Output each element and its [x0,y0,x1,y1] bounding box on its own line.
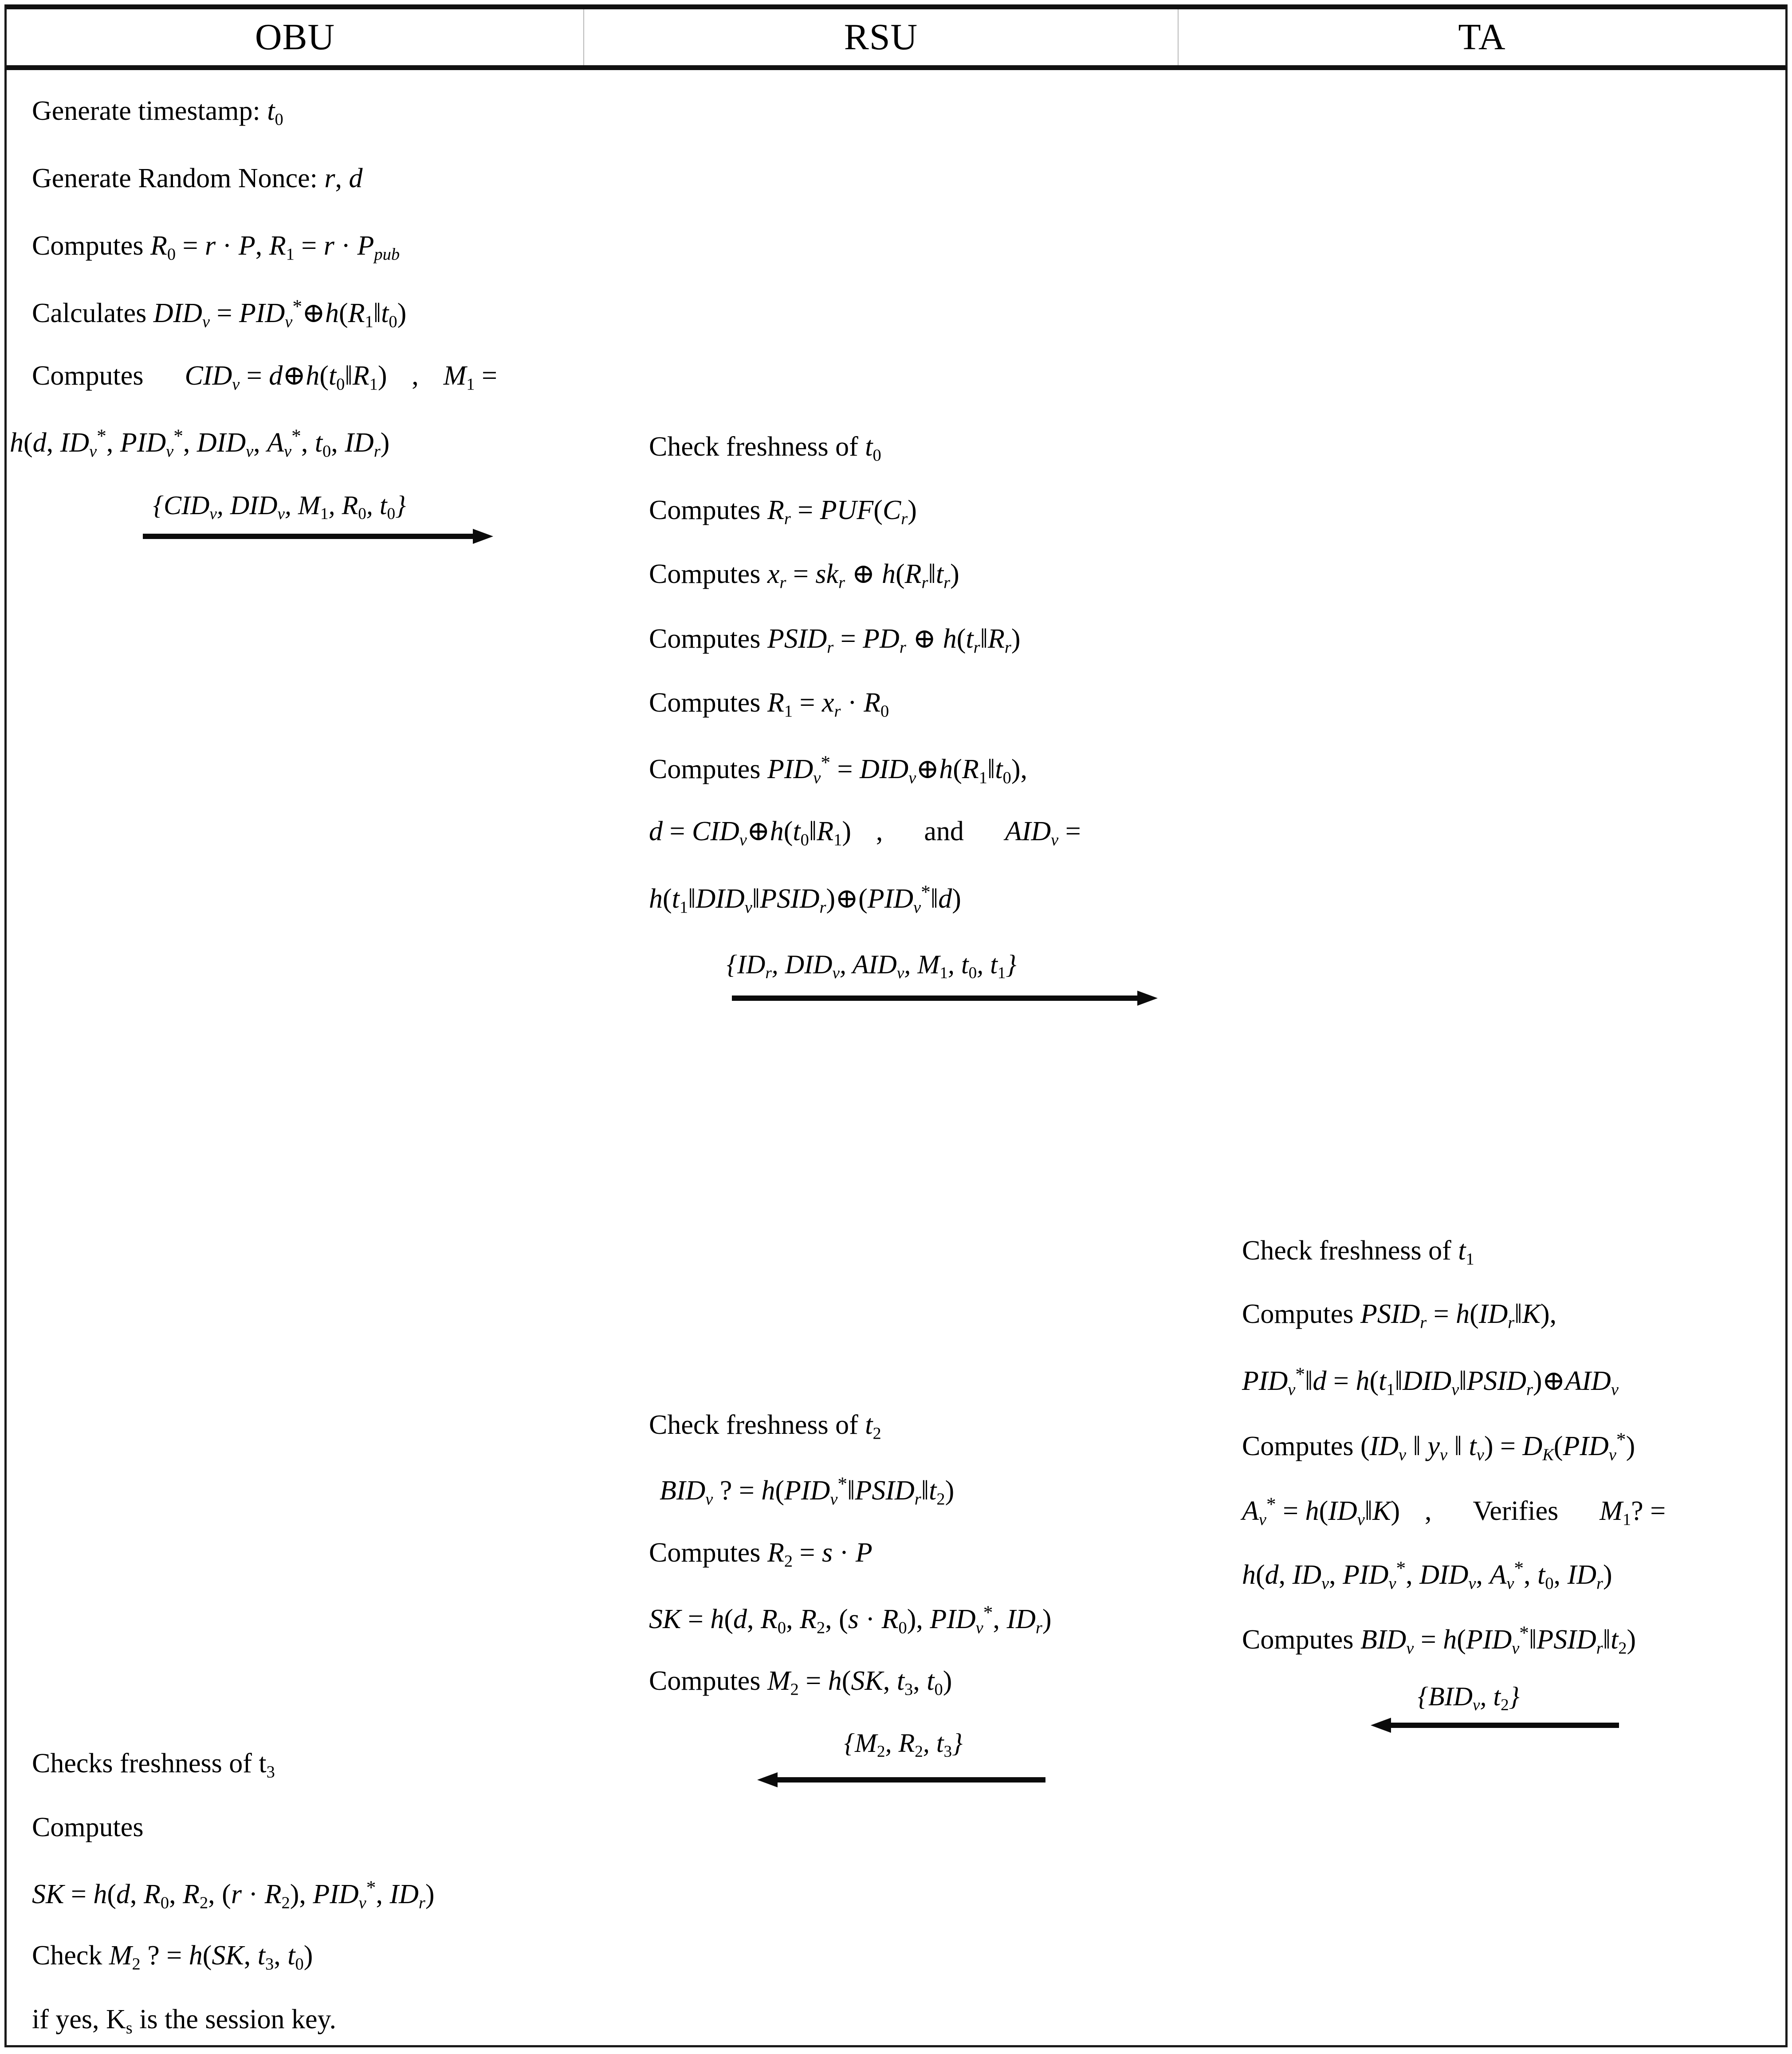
column-header-ta [1178,9,1785,65]
ta-step-check-freshness-t1: Check freshness of t1 [1242,1236,1474,1269]
obu-step-calculates-did: Calculates $DID_v$ = $PID_v^*\oplus h(R1‖t0)$ [32,296,407,331]
ta-step-verify-m1: $A_v^*$ = $h(ID_v‖K)$ , Verifies M1? = [1242,1494,1666,1529]
rsu-step-check-freshness-t2: Check freshness of t2 [649,1410,881,1443]
obu-step-computes-label: Computes [32,1812,144,1842]
column-header-obu [7,9,583,65]
rsu-step-computes-rr-puf: Computes $R_r = PUF(C_r)$ [649,495,917,528]
rsu-step-computes-psid: Computes $PSID_r = PD_r$ ⊕ $h(t_r‖R_r)$ [649,624,1021,657]
obu-step-generate-nonce: Generate Random Nonce: r, d [32,163,363,193]
ta-step-pid-d-recovery: $PID_v^*‖d$ = $h(t1‖DID_v‖PSID_r)\oplus AID_v$ [1242,1364,1619,1399]
column-header-ta-label: TA [1458,16,1506,58]
obu-step-generate-timestamp: Generate timestamp: t0 [32,96,283,129]
rsu-step-computes-d-aid: $d = CID_v\oplus h(t0‖R1)$ , and $AID_v$ = [649,816,1081,850]
rsu-step-verify-bid: $BID_v$ ? = $h(PID_v^*‖PSID_r‖t2)$ [660,1473,955,1509]
rsu-step-computes-sk: SK = h(d, R0, R2, (s · R0), $PID_v^*$, $ID_r$) [649,1602,1052,1637]
message1-arrow-obu-to-rsu [143,529,493,544]
column-header-rsu-label: RSU [844,16,918,58]
message4-arrow-rsu-to-obu [757,1772,1045,1787]
rsu-step-computes-m2: Computes M2 = h(SK, t3, t0) [649,1666,952,1699]
obu-step-check-m2: Check M2 ? = h(SK, t3, t0) [32,1940,313,1974]
message3-label: {$BID_v$, t2} [1418,1682,1520,1715]
rsu-step-computes-pid-star: Computes $PID_v^*$ = $DID_v\oplus h(R1‖t0)$, [649,752,1027,787]
column-header-rsu [583,9,1178,65]
obu-step-m1-expansion: h(d, $ID_v^*$, $PID_v^*$, $DID_v$, $A_v^*$, t0, $ID_r$) [10,425,390,461]
ta-step-decrypt: Computes ($ID_v$ ‖ $y_v$ ‖ $t_v) = D_K(PID_v^*)$ [1242,1429,1635,1464]
ta-step-computes-psid: Computes $PSID_r$ = $h(ID_r‖K)$, [1242,1299,1557,1332]
column-header-row [4,4,1788,70]
obu-step-check-freshness-t3: Checks freshness of t3 [32,1748,275,1782]
obu-step-computes-cid-m1: Computes $CID_v$ = d⊕h(t0‖R1) , M1 = [32,361,497,394]
column-header-obu-label: OBU [255,16,335,58]
ta-step-m1-expansion: h(d, $ID_v$, $PID_v^*$, $DID_v$, $A_v^*$, t0, $ID_r$) [1242,1558,1612,1593]
obu-step-computes-r0-r1: Computes R0 = r · P, $R1 = r \cdot P_{pub}$ [32,231,400,264]
message2-label: {$ID_r$, $DID_v$, $AID_v$, M1, t0, t1} [727,950,1017,983]
message1-label: {$CID_v$, $DID_v$, M1, R0, t0} [153,491,406,523]
ta-step-computes-bid: Computes $BID_v$ = $h(PID_v^*‖PSID_r‖t2)$ [1242,1622,1636,1658]
rsu-step-aid-expansion: $h(t1‖DID_v‖PSID_r)\oplus(PID_v^*‖d)$ [649,881,961,917]
rsu-step-computes-xr: Computes $x_r = sk_r$ ⊕ $h(R_r‖t_r)$ [649,559,959,592]
rsu-step-computes-r2: Computes R2 = s · P [649,1538,872,1571]
message4-label: {M2, R2, t3} [844,1728,963,1761]
message2-arrow-rsu-to-ta [732,991,1158,1006]
rsu-step-check-freshness-t0: Check freshness of t0 [649,432,881,465]
message3-arrow-ta-to-rsu [1371,1718,1619,1733]
rsu-step-computes-r1: Computes $R1 = x_r \cdot R0$ [649,688,889,721]
obu-step-session-key: if yes, Ks is the session key. [32,2004,336,2038]
obu-step-computes-sk: SK = h(d, R0, R2, (r · R2), $PID_v^*$, $ID_r$) [32,1877,435,1912]
